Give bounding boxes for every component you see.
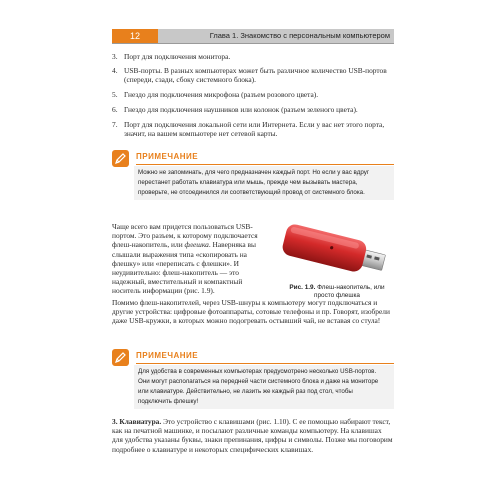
- note-text: Можно не запоминать, для чего предназначен каждый порт. Но если у вас вдруг перестанет работать клавиатура или мышь, прежде чем вызывать мастера, проверьте, не отсоединился ли соответствующий провод от системного блока.: [134, 166, 394, 200]
- list-item-text: Порт для подключения монитора.: [124, 52, 231, 61]
- list-item-number: 7.: [112, 120, 118, 129]
- list-item-text: Порт для подключения локальной сети или Интернета. Если у вас нет этого порта, значит, на вашем компьютере нет сетевой карты.: [124, 120, 385, 139]
- list-item: [112, 120, 394, 138]
- devices-paragraph: Помимо флеш-накопителей, через USB-шнуры к компьютеру могут подключаться и другие устройства: цифровые фотоаппараты, сотовые телефоны и пр. Говорят, изобрели даже USB-кружки, в которых можно подогревать остывший чай, не вставая со стула!: [112, 298, 390, 326]
- figure-caption-text: Флеш-накопитель, или просто флешка: [314, 284, 385, 299]
- list-item-text: Гнездо для подключения микрофона (разъем розового цвета).: [124, 90, 319, 99]
- keyboard-paragraph-text: Это устройство с клавишами (рис. 1.10). С ее помощью набирают текст, как на печатной машинке, и посылают различные команды компьютеру. На клавишах для удобства указаны буквы, знаки препинания, цифры и символы. Позже мы поговорим подробнее о клавиатуре и некоторых специфических клавишах.: [112, 417, 393, 454]
- note-title: ПРИМЕЧАНИЕ: [136, 152, 199, 161]
- list-item: [112, 66, 394, 84]
- keyboard-heading: 3. Клавиатура.: [112, 417, 162, 426]
- chapter-title: Глава 1. Знакомство с персональным компьютером: [209, 31, 390, 40]
- page-header: [112, 29, 394, 44]
- note-block: [112, 349, 394, 411]
- list-item-text: Гнездо для подключения наушников или колонок (разъем зеленого цвета).: [124, 105, 358, 114]
- pencil-note-icon: [112, 150, 129, 167]
- note-text: Для удобства в современных компьютерах предусмотрено несколько USB-портов. Они могут располагаться на передней части системного блока и даже на мониторе или клавиатуре. Действительно, не лазить же каждый раз под стол, чтобы подключить флешку!: [134, 365, 394, 409]
- keyboard-paragraph: [112, 417, 394, 454]
- list-item-number: 3.: [112, 52, 118, 61]
- list-item: [112, 90, 394, 99]
- page-number: 12: [112, 29, 158, 43]
- flash-paragraph-part2: . Наверняка вы слышали выражения типа «скопировать на флешку» или «переписать с флешки». И неудивительно: флеш-накопитель — это надежный, вместительный и компактный носитель информации (рис. 1.9).: [112, 240, 256, 296]
- flash-paragraph-part1: Чаще всего вам придется пользоваться USB-портом. Это разъем, к которому подключается флеш-накопитель, или: [112, 222, 258, 250]
- list-item-number: 6.: [112, 105, 118, 114]
- note-title: ПРИМЕЧАНИЕ: [136, 351, 199, 360]
- list-item: [112, 105, 394, 114]
- note-divider: [136, 164, 394, 165]
- figure-label: Рис. 1.9.: [289, 284, 316, 291]
- list-item-number: 5.: [112, 90, 118, 99]
- flash-paragraph: [112, 222, 272, 296]
- flash-paragraph-italic: флешка: [184, 240, 209, 250]
- flash-drive-image: [278, 211, 396, 283]
- list-item-number: 4.: [112, 66, 118, 75]
- note-divider: [136, 363, 394, 364]
- pencil-note-icon: [112, 349, 129, 366]
- list-item: [112, 52, 394, 61]
- note-block: [112, 150, 394, 212]
- list-item-text: USB-порты. В разных компьютерах может быть различное количество USB-портов (спереди, сзади, сбоку системного блока).: [124, 66, 387, 85]
